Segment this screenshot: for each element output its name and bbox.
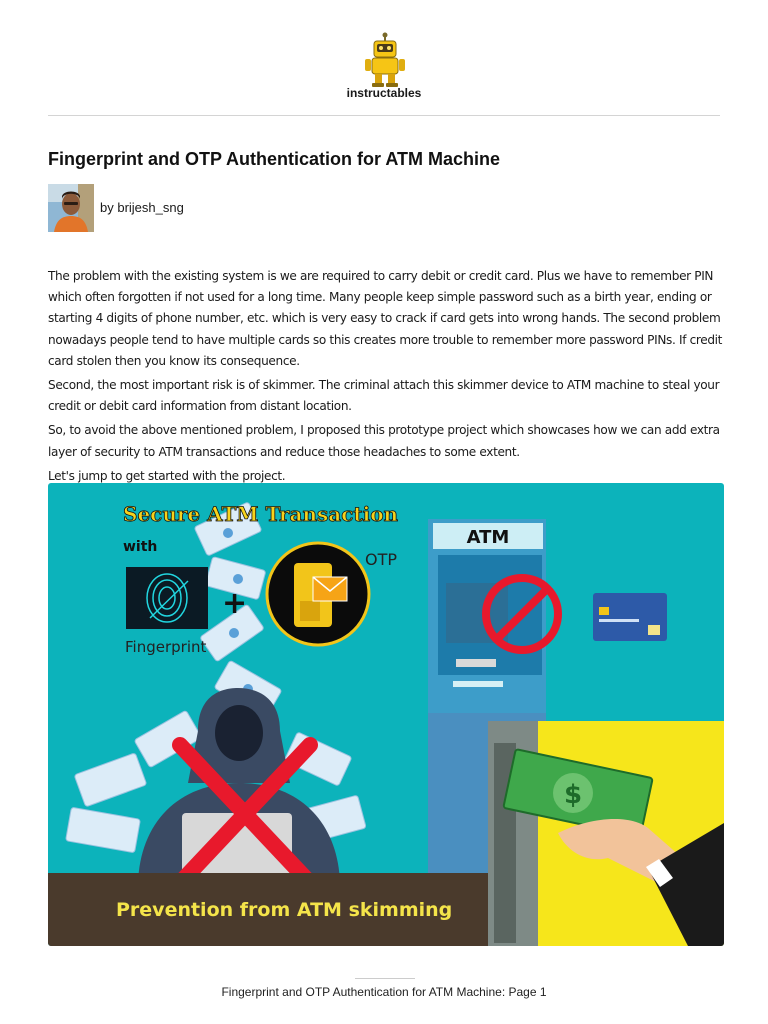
hero-fingerprint-label: Fingerprint bbox=[125, 638, 207, 656]
footer-divider bbox=[355, 978, 415, 979]
header-divider bbox=[48, 115, 720, 116]
hero-otp: OTP bbox=[365, 550, 398, 569]
hero-headline: Secure ATM Transaction bbox=[123, 502, 399, 526]
author-avatar[interactable] bbox=[48, 184, 94, 232]
robot-logo-icon[interactable] bbox=[360, 32, 410, 88]
hero-image bbox=[48, 483, 724, 946]
currency-symbol: $ bbox=[563, 780, 583, 810]
article-body bbox=[48, 266, 723, 490]
page-footer: Fingerprint and OTP Authentication for ATM Machine: Page 1 bbox=[221, 985, 547, 999]
hero-with: with bbox=[123, 539, 158, 555]
credit-card-icon bbox=[593, 593, 667, 641]
paragraph-proposal: So, to avoid the above mentioned problem, I proposed this prototype project which showcases how we can add extra layer of security to ATM transactions and reduce those headaches to some extent. bbox=[48, 423, 720, 459]
paragraph-start: Let's jump to get started with the project. bbox=[48, 468, 286, 483]
hero-plus: + bbox=[222, 586, 248, 621]
atm-label: ATM bbox=[466, 527, 510, 548]
paragraph-skimmer: Second, the most important risk is of skimmer. The criminal attach this skimmer device to ATM machine to steal your credit or debit card information from distant location. bbox=[48, 378, 720, 414]
hero-banner: Prevention from ATM skimming bbox=[116, 899, 453, 921]
fingerprint-panel bbox=[126, 567, 208, 629]
article-title: Fingerprint and OTP Authentication for ATM Machine bbox=[48, 149, 500, 169]
author-byline[interactable]: by brijesh_sng bbox=[100, 200, 184, 215]
paragraph-problem: The problem with the existing system is we are required to carry debit or credit card. Plus we have to remember PIN which often forgotten if not used for a long time. Many people keep simple password such as a birth year, ending or starting 4 digits of phone number, etc. which is very easy to crack if card gets into wrong hands. The second problem nowadays people tend to have multiple cards so this creates more trouble to remember more password PINs. If credit card stolen then you know its consequence. bbox=[48, 269, 723, 368]
site-header bbox=[0, 0, 768, 116]
brand-name[interactable]: instructables bbox=[346, 86, 422, 100]
